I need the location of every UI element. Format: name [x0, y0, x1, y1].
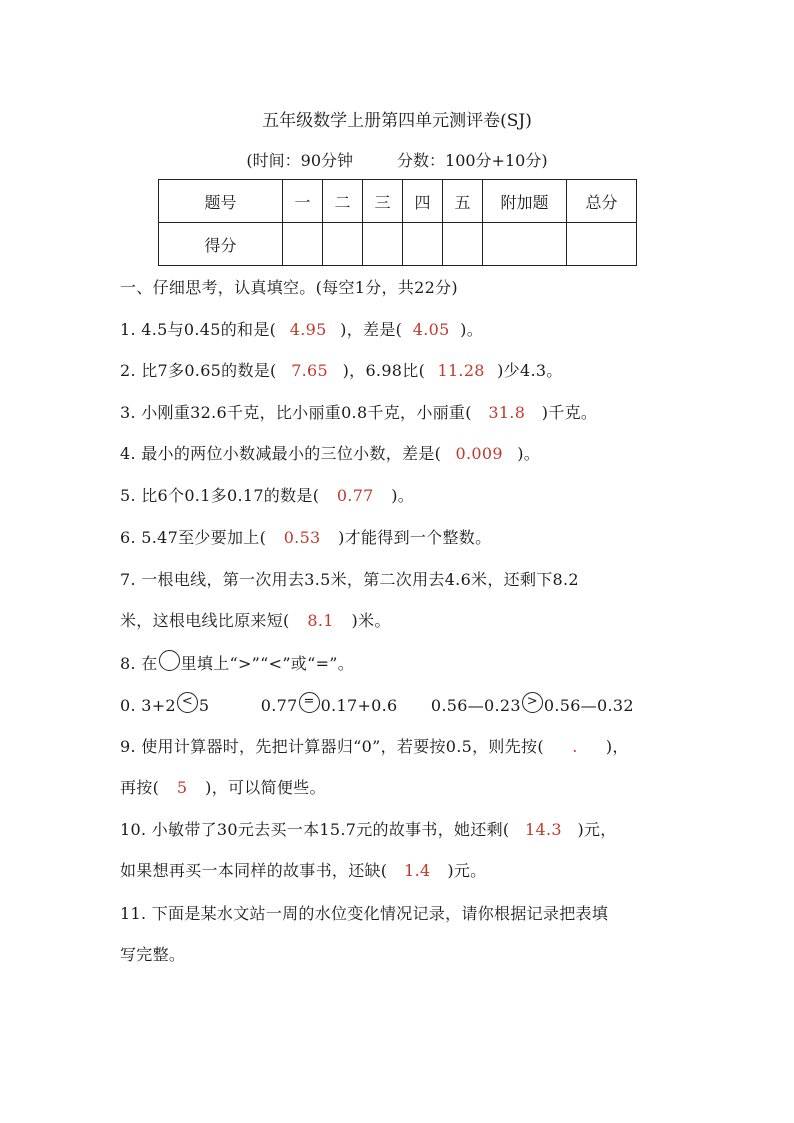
question-8-comparisons: [120, 692, 634, 715]
score-row-label: 得分: [159, 223, 283, 266]
header-cell-total: 总分: [567, 180, 637, 223]
answer-blank: 4.05: [412, 320, 450, 339]
question-8: 8. 在 里填上“>”“<”或“=”。: [120, 650, 354, 674]
answer-blank: 1.4: [404, 861, 431, 880]
question-10-line-2: 如果想再买一本同样的故事书，还缺( 1.4 )元。: [120, 861, 487, 880]
answer-blank: 31.8: [488, 403, 526, 422]
answer-blank: 5: [176, 778, 188, 797]
answer-blank: 14.3: [525, 820, 562, 839]
score-cell[interactable]: [283, 223, 323, 266]
header-cell-3: 三: [363, 180, 403, 223]
answer-blank: 11.28: [437, 361, 485, 380]
question-9-line-2: 再按( 5 )，可以简便些。: [120, 778, 326, 797]
score-cell[interactable]: [443, 223, 483, 266]
question-9-line-1: 9. 使用计算器时，先把计算器归“0”，若要按0.5，则先按( . )，: [120, 737, 629, 756]
total-score: 分数：100分+10分): [397, 151, 548, 170]
answer-blank: .: [572, 737, 578, 756]
question-11-line-2: 写完整。: [120, 945, 186, 964]
score-cell[interactable]: [403, 223, 443, 266]
question-11-line-1: 11. 下面是某水文站一周的水位变化情况记录，请你根据记录把表填: [120, 904, 609, 923]
page-title: 五年级数学上册第四单元测评卷(SJ): [262, 111, 532, 131]
question-7-line-2: 米，这根电线比原来短( 8.1 )米。: [120, 611, 391, 630]
answer-circle[interactable]: <: [177, 692, 198, 713]
question-5: 5. 比6个0.1多0.17的数是( 0.77 )。: [120, 486, 415, 505]
question-3: 3. 小刚重32.6千克，比小丽重0.8千克，小丽重( 31.8 )千克。: [120, 403, 598, 422]
header-cell-1: 一: [283, 180, 323, 223]
score-table-header-row: [159, 180, 637, 223]
question-1: 1. 4.5与0.45的和是( 4.95 )，差是( 4.05 )。: [120, 320, 484, 339]
answer-blank: 0.77: [336, 486, 374, 505]
answer-blank: 8.1: [307, 611, 334, 630]
score-table: [158, 179, 637, 266]
answer-circle[interactable]: =: [299, 692, 320, 713]
score-cell[interactable]: [323, 223, 363, 266]
answer-blank: 0.009: [455, 444, 503, 463]
section-heading: 一、仔细思考，认真填空。(每空1分，共22分): [120, 278, 458, 297]
answer-circle[interactable]: >: [522, 692, 543, 713]
comparison-3: 0.56—0.23 > 0.56—0.32: [430, 694, 634, 715]
score-cell[interactable]: [483, 223, 567, 266]
exam-subtitle: [0, 148, 794, 171]
header-cell-5: 五: [443, 180, 483, 223]
score-table-score-row: [159, 223, 637, 266]
empty-circle-icon: [159, 650, 180, 671]
answer-blank: 0.53: [283, 528, 321, 547]
question-7-line-1: 7. 一根电线，第一次用去3.5米，第二次用去4.6米，还剩下8.2: [120, 570, 579, 589]
header-cell-question-no: 题号: [159, 180, 283, 223]
comparison-1: 0. 3+2 < 5: [120, 694, 210, 715]
time-limit: (时间：90分钟: [246, 151, 354, 170]
header-cell-4: 四: [403, 180, 443, 223]
comparison-2: 0.77 = 0.17+0.6: [260, 694, 398, 715]
question-6: 6. 5.47至少要加上( 0.53 )才能得到一个整数。: [120, 528, 492, 547]
score-cell[interactable]: [567, 223, 637, 266]
question-2: 2. 比7多0.65的数是( 7.65 )，6.98比( 11.28 )少4.3。: [120, 361, 563, 380]
score-cell[interactable]: [363, 223, 403, 266]
question-10-line-1: 10. 小敏带了30元去买一本15.7元的故事书，她还剩( 14.3 )元，: [120, 820, 617, 839]
header-cell-2: 二: [323, 180, 363, 223]
question-4: 4. 最小的两位小数减最小的三位小数，差是( 0.009 )。: [120, 444, 541, 463]
header-cell-bonus: 附加题: [483, 180, 567, 223]
answer-blank: 4.95: [289, 320, 327, 339]
answer-blank: 7.65: [291, 361, 329, 380]
